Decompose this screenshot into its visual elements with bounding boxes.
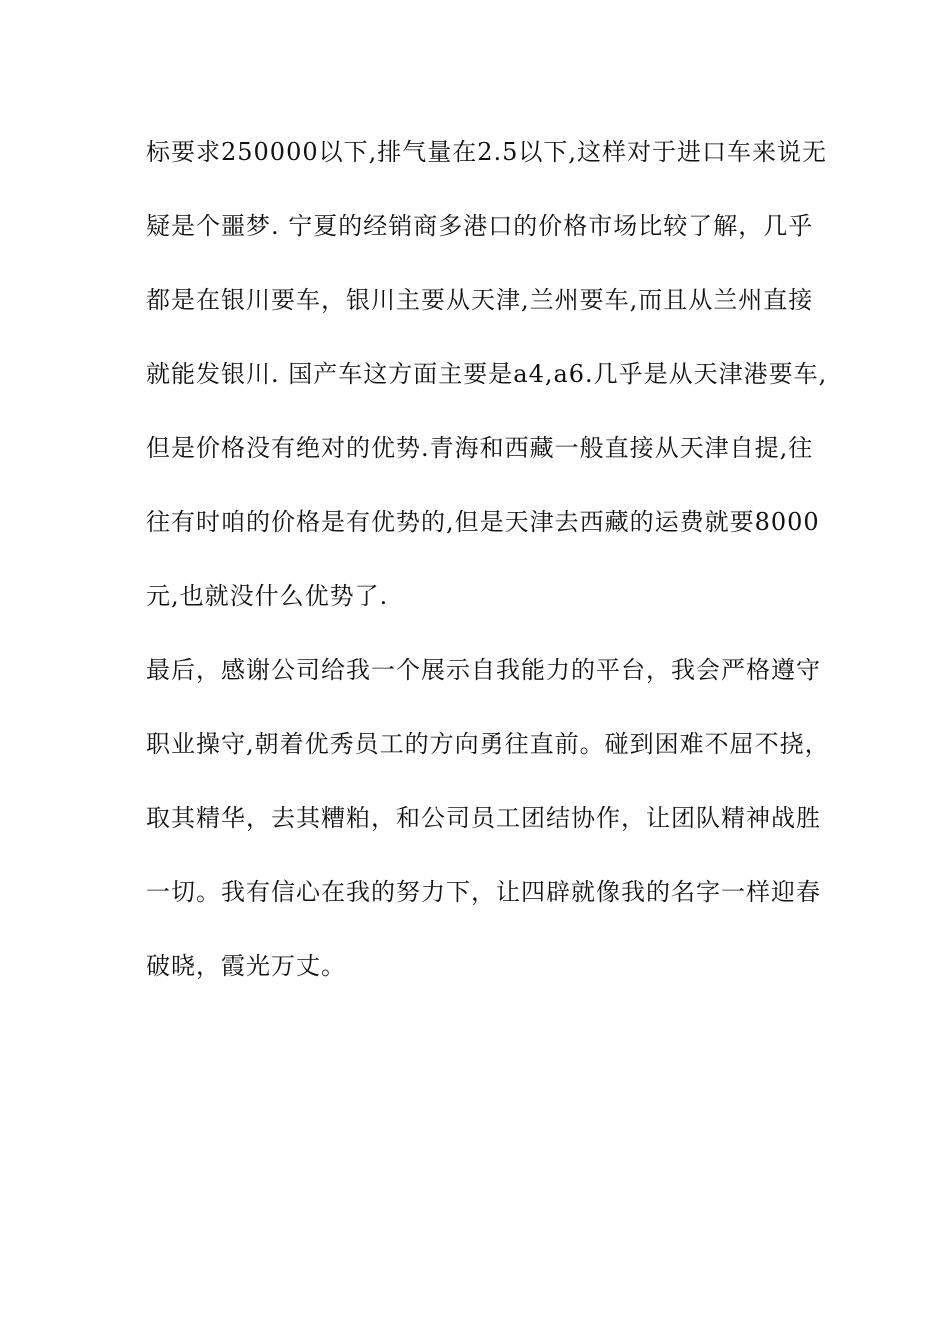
- text-line: 但是价格没有绝对的优势.青海和西藏一般直接从天津自提,往: [146, 434, 814, 462]
- text-line: 往有时咱的价格是有优势的,但是天津去西藏的运费就要8000: [146, 508, 820, 536]
- text-line: 疑是个噩梦. 宁夏的经销商多港口的价格市场比较了解，几乎: [146, 212, 814, 240]
- text-line: 都是在银川要车，银川主要从天津,兰州要车,而且从兰州直接: [146, 286, 814, 314]
- text-line: 元,也就没什么优势了.: [146, 582, 389, 610]
- text-line: 最后，感谢公司给我一个展示自我能力的平台，我会严格遵守: [146, 656, 821, 684]
- text-line: 一切。我有信心在我的努力下，让四辟就像我的名字一样迎春: [146, 878, 821, 906]
- text-line: 职业操守,朝着优秀员工的方向勇往直前。碰到困难不屈不挠，: [146, 730, 830, 758]
- text-line: 标要求250000以下,排气量在2.5以下,这样对于进口车来说无: [146, 138, 828, 166]
- text-line: 破晓，霞光万丈。: [146, 952, 346, 980]
- text-line: 就能发银川. 国产车这方面主要是a4,a6.几乎是从天津港要车,: [146, 360, 828, 388]
- text-line: 取其精华，去其糟粕，和公司员工团结协作，让团队精神战胜: [146, 804, 821, 832]
- body-text: [146, 128, 830, 1016]
